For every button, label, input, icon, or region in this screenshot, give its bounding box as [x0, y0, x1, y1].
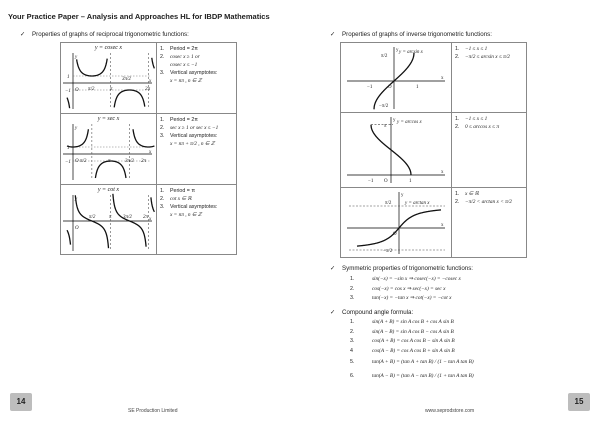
property-item	[160, 203, 233, 211]
property-item	[160, 195, 233, 203]
item-formula: sin(−x) = −sin x ⇒ cosec(−x) = −cosec x	[372, 276, 461, 282]
props-cell-sec	[157, 114, 237, 185]
property-item	[160, 116, 233, 124]
tick-label: π	[108, 159, 111, 164]
property-text: x ∈ ℝ	[465, 191, 479, 197]
tick-label: O	[384, 179, 388, 184]
tick-label: π/2	[385, 201, 392, 206]
list-item	[350, 347, 474, 357]
props-cell-arcsin	[452, 43, 527, 113]
symmetric-heading-text: Symmetric properties of trigonometric functions:	[342, 265, 474, 272]
graph-cell-arcsin	[341, 43, 452, 113]
list-item	[350, 372, 474, 382]
property-number: 3.	[160, 70, 165, 76]
property-item	[160, 211, 233, 219]
item-number: 2.	[350, 328, 355, 335]
tick-label: O	[75, 88, 79, 93]
tick-label: 2π	[141, 159, 147, 164]
tick-label: y	[401, 193, 404, 198]
left-heading-text: Properties of graphs of reciprocal trigonometric functions:	[32, 31, 189, 38]
tick-label: y	[75, 197, 78, 202]
function-curve	[67, 129, 154, 178]
page-number-left: 14	[10, 393, 32, 411]
tick-label: x	[149, 150, 152, 155]
tick-label: x	[149, 217, 152, 222]
compound-heading-text: Compound angle formula:	[342, 309, 414, 316]
page-number-right: 15	[568, 393, 590, 411]
tick-label: x	[149, 79, 152, 84]
item-number: 1.	[350, 319, 355, 325]
list-item	[350, 337, 474, 347]
tick-label: O	[75, 159, 79, 164]
right-heading-text: Properties of graphs of inverse trigonometric functions:	[342, 31, 492, 38]
tick-label: −1	[65, 89, 71, 94]
property-item	[455, 45, 523, 53]
item-formula: tan(−x) = −tan x ⇒ cot(−x) = −cot x	[372, 295, 452, 302]
property-item	[160, 61, 233, 69]
tick-label: −1	[368, 179, 374, 184]
item-formula: tan(A + B) = (tan A + tan B) / (1 − tan A tan B)	[372, 359, 474, 366]
item-number: 4	[350, 347, 353, 354]
tick-label: π	[384, 124, 387, 129]
item-formula: cos(−x) = cos x ⇒ sec(−x) = sec x	[372, 285, 446, 292]
graph-cell-arctan	[341, 188, 452, 258]
property-number: 2.	[455, 199, 460, 205]
graph-cell-cosec	[61, 43, 157, 114]
graph-cell-cot	[61, 185, 157, 255]
arctan-graph	[341, 188, 451, 256]
property-text: x = nπ , n ∈ ℤ	[170, 78, 202, 84]
list-item	[350, 285, 461, 295]
tick-label: x	[441, 223, 444, 228]
graph-title: y = arctan x	[405, 201, 430, 206]
footer-website: www.seprodstore.com	[425, 408, 475, 414]
tick-label: π/2	[381, 54, 388, 59]
property-item	[160, 140, 233, 148]
tick-label: 1	[67, 75, 70, 80]
item-formula: sin(A + B) = sin A cos B + cos A sin B	[372, 319, 454, 325]
property-text: Vertical asymptotes:	[170, 204, 218, 210]
tick-label: π/2	[89, 215, 96, 220]
graph-cell-arccos	[341, 113, 452, 188]
reciprocal-table	[60, 42, 237, 255]
property-number: 2.	[160, 196, 165, 202]
property-number	[160, 77, 170, 85]
tick-label: y	[396, 48, 399, 53]
symmetric-heading	[330, 265, 473, 272]
item-number: 3.	[350, 295, 355, 302]
tick-label: 2π	[143, 215, 149, 220]
property-number: 3.	[160, 204, 165, 210]
property-number	[160, 140, 170, 148]
property-item	[160, 132, 233, 140]
check-icon: ✓	[20, 31, 26, 38]
property-item	[455, 123, 523, 131]
property-text: cot x ∈ ℝ	[170, 196, 192, 202]
tick-label: 3π/2	[125, 159, 134, 164]
property-number: 1.	[455, 116, 460, 122]
property-item	[160, 187, 233, 195]
property-number: 1.	[455, 191, 460, 197]
arcsin-graph	[341, 43, 451, 111]
tick-label: −1	[367, 85, 373, 90]
graph-title-cot: y = cot x	[97, 187, 120, 193]
property-number: 1.	[160, 188, 165, 194]
right-heading	[330, 31, 492, 38]
graph-cell-sec	[61, 114, 157, 185]
tick-label: −1	[65, 160, 71, 165]
tick-label: 2π	[145, 87, 151, 92]
property-number: 1.	[160, 46, 165, 52]
compound-list	[350, 318, 474, 382]
list-item	[350, 275, 461, 285]
tick-label: O	[75, 226, 79, 231]
property-text: sec x ≥ 1 or sec x ≤ −1	[170, 125, 219, 131]
tick-label: π	[109, 215, 112, 220]
tick-label: −π/2	[379, 104, 389, 109]
property-number: 2.	[160, 125, 165, 131]
item-formula: sin(A − B) = sin A cos B − cos A sin B	[372, 328, 454, 335]
list-item	[350, 328, 474, 338]
property-item	[455, 198, 523, 206]
tick-label: O	[393, 232, 397, 237]
compound-heading	[330, 309, 413, 316]
property-text: 0 ≤ arccos x ≤ π	[465, 124, 500, 130]
property-text: x = nπ + π/2 , n ∈ ℤ	[170, 141, 215, 147]
tick-label: y	[393, 118, 396, 123]
tick-label: −π/2	[383, 249, 393, 254]
property-text: −π/2 < arctan x < π/2	[465, 199, 512, 205]
property-text: −1 ≤ x ≤ 1	[465, 116, 488, 122]
props-cell-arccos	[452, 113, 527, 188]
tick-label: 3π/2	[123, 215, 132, 220]
sec-graph	[61, 122, 156, 182]
property-item	[455, 53, 523, 61]
footer-publisher: SE Production Limited	[128, 408, 178, 414]
tick-label: π/2	[88, 87, 95, 92]
symmetric-list	[350, 275, 461, 304]
property-number	[160, 61, 170, 69]
tick-label: π/2	[80, 159, 87, 164]
graph-title-cosec: y = cosec x	[94, 45, 123, 51]
arccos-graph	[341, 113, 451, 186]
property-number: 3.	[160, 133, 165, 139]
property-text: cosec x ≤ −1	[170, 62, 198, 68]
property-text: −π/2 ≤ arcsin x ≤ π/2	[465, 54, 510, 60]
tick-label: 1	[416, 85, 419, 90]
property-number: 2.	[455, 124, 460, 130]
item-formula: cos(A − B) = cos A cos B + sin A sin B	[372, 347, 455, 354]
property-number: 2.	[160, 54, 165, 60]
property-number	[160, 211, 170, 219]
list-item	[350, 358, 474, 368]
property-text: Period = 2π	[170, 46, 198, 52]
graph-title: y = arcsin x	[399, 50, 423, 55]
item-number: 1.	[350, 276, 355, 282]
tick-label: 1	[409, 179, 412, 184]
page-header-title: Your Practice Paper – Analysis and Approaches HL for IBDP Mathematics	[8, 12, 270, 21]
inverse-table	[340, 42, 527, 258]
check-icon: ✓	[330, 31, 336, 38]
item-number: 5.	[350, 359, 355, 366]
property-text: x = nπ , n ∈ ℤ	[170, 212, 202, 218]
tick-label: y	[75, 55, 78, 60]
property-number: 1.	[455, 46, 460, 52]
property-item	[455, 190, 523, 198]
property-item	[160, 77, 233, 85]
list-item	[350, 294, 461, 304]
property-text: −1 ≤ x ≤ 1	[465, 46, 488, 52]
property-item	[160, 69, 233, 77]
property-number: 2.	[455, 54, 460, 60]
tick-label: x	[441, 76, 444, 81]
cot-graph	[61, 193, 156, 253]
left-heading	[20, 31, 189, 38]
tick-label: π	[110, 87, 113, 92]
property-text: Period = π	[170, 188, 196, 194]
property-text: Vertical asymptotes:	[170, 70, 218, 76]
property-text: cosec x ≥ 1 or	[170, 54, 200, 60]
property-number: 1.	[160, 117, 165, 123]
property-item	[160, 124, 233, 132]
graph-title: y = arccos x	[397, 120, 422, 125]
tick-label: O	[388, 85, 392, 90]
cosec-graph	[61, 51, 156, 111]
property-text: Vertical asymptotes:	[170, 133, 218, 139]
item-number: 3.	[350, 338, 355, 345]
tick-label: x	[441, 170, 444, 175]
props-cell-arctan	[452, 188, 527, 258]
props-cell-cosec	[157, 43, 237, 114]
list-item	[350, 318, 474, 328]
property-item	[455, 115, 523, 123]
props-cell-cot	[157, 185, 237, 255]
item-formula: cos(A + B) = cos A cos B − sin A sin B	[372, 338, 455, 345]
tick-label: y	[75, 126, 78, 131]
check-icon: ✓	[330, 265, 336, 272]
tick-label: 3π/2	[122, 77, 131, 82]
property-text: Period = 2π	[170, 117, 198, 123]
item-number: 2.	[350, 285, 355, 292]
item-formula: tan(A − B) = (tan A − tan B) / (1 + tan A tan B)	[372, 372, 474, 379]
property-item	[160, 53, 233, 61]
tick-label: 1	[67, 146, 70, 151]
graph-title-sec: y = sec x	[97, 116, 120, 122]
property-item	[160, 45, 233, 53]
check-icon: ✓	[330, 309, 336, 316]
item-number: 6.	[350, 372, 355, 379]
